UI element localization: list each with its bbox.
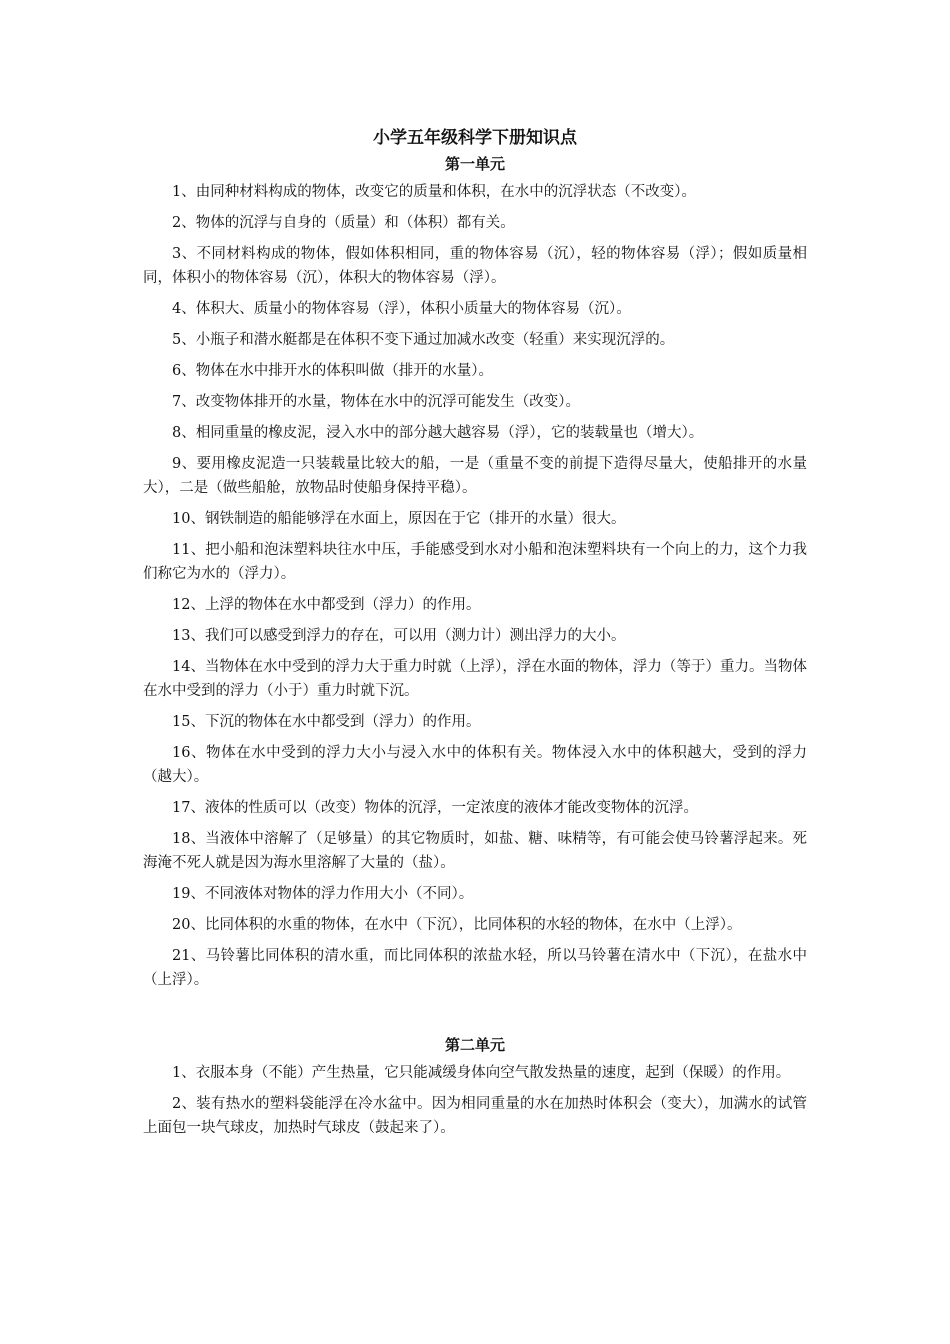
knowledge-point: 18、当液体中溶解了（足够量）的其它物质时，如盐、糖、味精等，有可能会使马铃薯浮起来。死海淹不死人就是因为海水里溶解了大量的（盐）。 [143,831,807,871]
document-body [143,126,807,1147]
knowledge-point: 8、相同重量的橡皮泥，浸入水中的部分越大越容易（浮），它的装载量也（增大）。 [172,425,704,441]
knowledge-point: 5、小瓶子和潜水艇都是在体积不变下通过加减水改变（轻重）来实现沉浮的。 [172,332,675,348]
knowledge-point: 1、由同种材料构成的物体，改变它的质量和体积，在水中的沉浮状态（不改变）。 [172,184,696,200]
knowledge-point: 4、体积大、质量小的物体容易（浮），体积小质量大的物体容易（沉）。 [172,301,631,317]
knowledge-point: 21、马铃薯比同体积的清水重，而比同体积的浓盐水轻，所以马铃薯在清水中（下沉），在盐水中（上浮）。 [143,948,807,988]
knowledge-point: 12、上浮的物体在水中都受到（浮力）的作用。 [172,597,481,613]
knowledge-point: 7、改变物体排开的水量，物体在水中的沉浮可能发生（改变）。 [172,394,580,410]
section-unit-1 [143,153,807,992]
section-heading: 第二单元 [444,1036,505,1054]
knowledge-point: 11、把小船和泡沫塑料块往水中压，手能感受到水对小船和泡沫塑料块有一个向上的力，这个力我们称它为水的（浮力）。 [143,542,807,582]
knowledge-point: 13、我们可以感受到浮力的存在，可以用（测力计）测出浮力的大小。 [172,628,626,644]
knowledge-point: 2、装有热水的塑料袋能浮在冷水盆中。因为相同重量的水在加热时体积会（变大），加满水的试管上面包一块气球皮，加热时气球皮（鼓起来了）。 [143,1096,807,1136]
knowledge-point: 19、不同液体对物体的浮力作用大小（不同）。 [172,886,474,902]
knowledge-point: 9、要用橡皮泥造一只装载量比较大的船，一是（重量不变的前提下造得尽量大，使船排开的水量大），二是（做些船舱，放物品时使船身保持平稳）。 [143,456,807,496]
knowledge-point: 1、衣服本身（不能）产生热量，它只能减缓身体向空气散发热量的速度，起到（保暖）的作用。 [172,1065,791,1081]
knowledge-point: 17、液体的性质可以（改变）物体的沉浮，一定浓度的液体才能改变物体的沉浮。 [172,800,698,816]
knowledge-point: 16、物体在水中受到的浮力大小与浸入水中的体积有关。物体浸入水中的体积越大，受到的浮力（越大）。 [143,745,807,785]
knowledge-point: 15、下沉的物体在水中都受到（浮力）的作用。 [172,714,481,730]
knowledge-point: 14、当物体在水中受到的浮力大于重力时就（上浮），浮在水面的物体，浮力（等于）重力。当物体在水中受到的浮力（小于）重力时就下沉。 [143,659,807,699]
document-title: 小学五年级科学下册知识点 [373,128,577,148]
section-unit-2 [143,1034,807,1140]
knowledge-point: 20、比同体积的水重的物体，在水中（下沉），比同体积的水轻的物体，在水中（上浮）。 [172,917,742,933]
knowledge-point: 3、不同材料构成的物体，假如体积相同，重的物体容易（沉），轻的物体容易（浮）；假如质量相同，体积小的物体容易（沉），体积大的物体容易（浮）。 [143,246,807,286]
knowledge-point: 10、钢铁制造的船能够浮在水面上，原因在于它（排开的水量）很大。 [172,511,626,527]
knowledge-point: 6、物体在水中排开水的体积叫做（排开的水量）。 [172,363,493,379]
knowledge-point: 2、物体的沉浮与自身的（质量）和（体积）都有关。 [172,215,515,231]
section-heading: 第一单元 [444,155,505,173]
